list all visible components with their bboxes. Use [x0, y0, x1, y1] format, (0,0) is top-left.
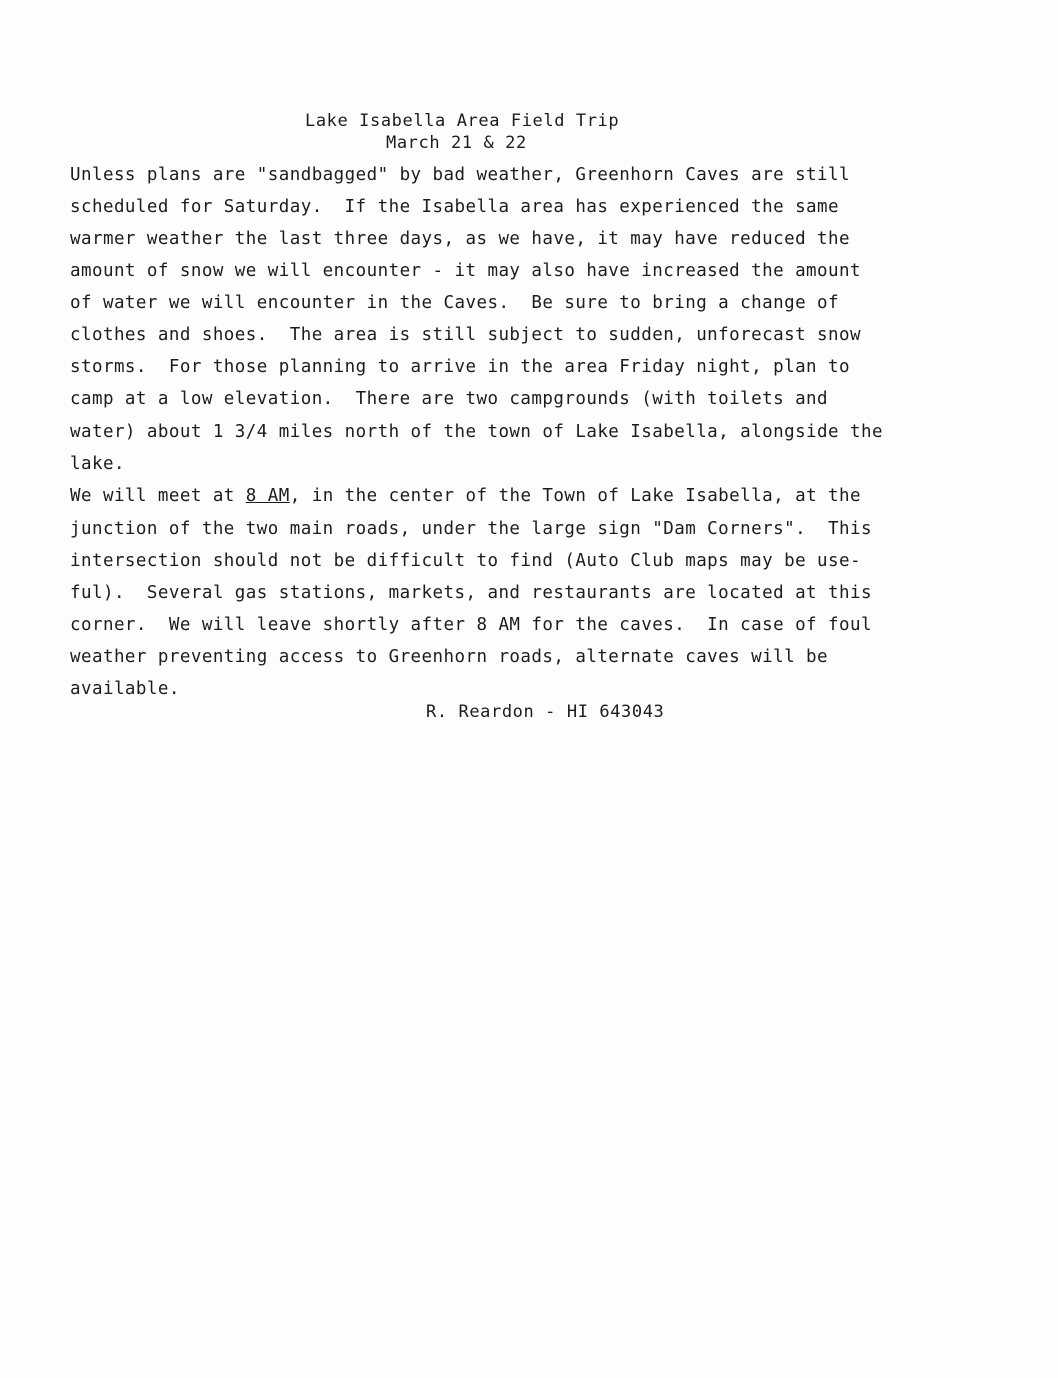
body-line: available.	[70, 679, 180, 699]
meeting-text-start: We will meet at	[70, 486, 246, 506]
body-line: scheduled for Saturday. If the Isabella area has experienced the same	[70, 197, 840, 217]
signature: R. Reardon - HI 643043	[426, 702, 665, 722]
document-date: March 21 & 22	[386, 133, 527, 153]
body-line: corner. We will leave shortly after 8 AM for the caves. In case of foul	[70, 615, 872, 635]
body-line: camp at a low elevation. There are two campgrounds (with toilets and	[70, 389, 829, 409]
body-line: of water we will encounter in the Caves. Be sure to bring a change of	[70, 293, 840, 313]
body-line: lake.	[70, 454, 125, 474]
document-title: Lake Isabella Area Field Trip	[305, 111, 620, 131]
body-line: weather preventing access to Greenhorn roads, alternate caves will be	[70, 647, 829, 667]
body-line: water) about 1 3/4 miles north of the town of Lake Isabella, alongside the	[70, 422, 883, 442]
body-line: clothes and shoes. The area is still subject to sudden, unforecast snow	[70, 325, 861, 345]
body-line: junction of the two main roads, under the large sign "Dam Corners". This	[70, 519, 872, 539]
meeting-time: 8 AM	[245, 486, 290, 506]
meeting-text-end: , in the center of the Town of Lake Isabella, at the	[289, 486, 862, 506]
body-line: storms. For those planning to arrive in the area Friday night, plan to	[70, 357, 850, 377]
meeting-line	[70, 485, 861, 507]
body-line: Unless plans are "sandbagged" by bad weather, Greenhorn Caves are still	[70, 165, 850, 185]
body-line: amount of snow we will encounter - it may also have increased the amount	[70, 261, 861, 281]
body-line: ful). Several gas stations, markets, and restaurants are located at this	[70, 583, 872, 603]
body-line: intersection should not be difficult to find (Auto Club maps may be use-	[70, 551, 861, 571]
body-line: warmer weather the last three days, as we have, it may have reduced the	[70, 229, 850, 249]
